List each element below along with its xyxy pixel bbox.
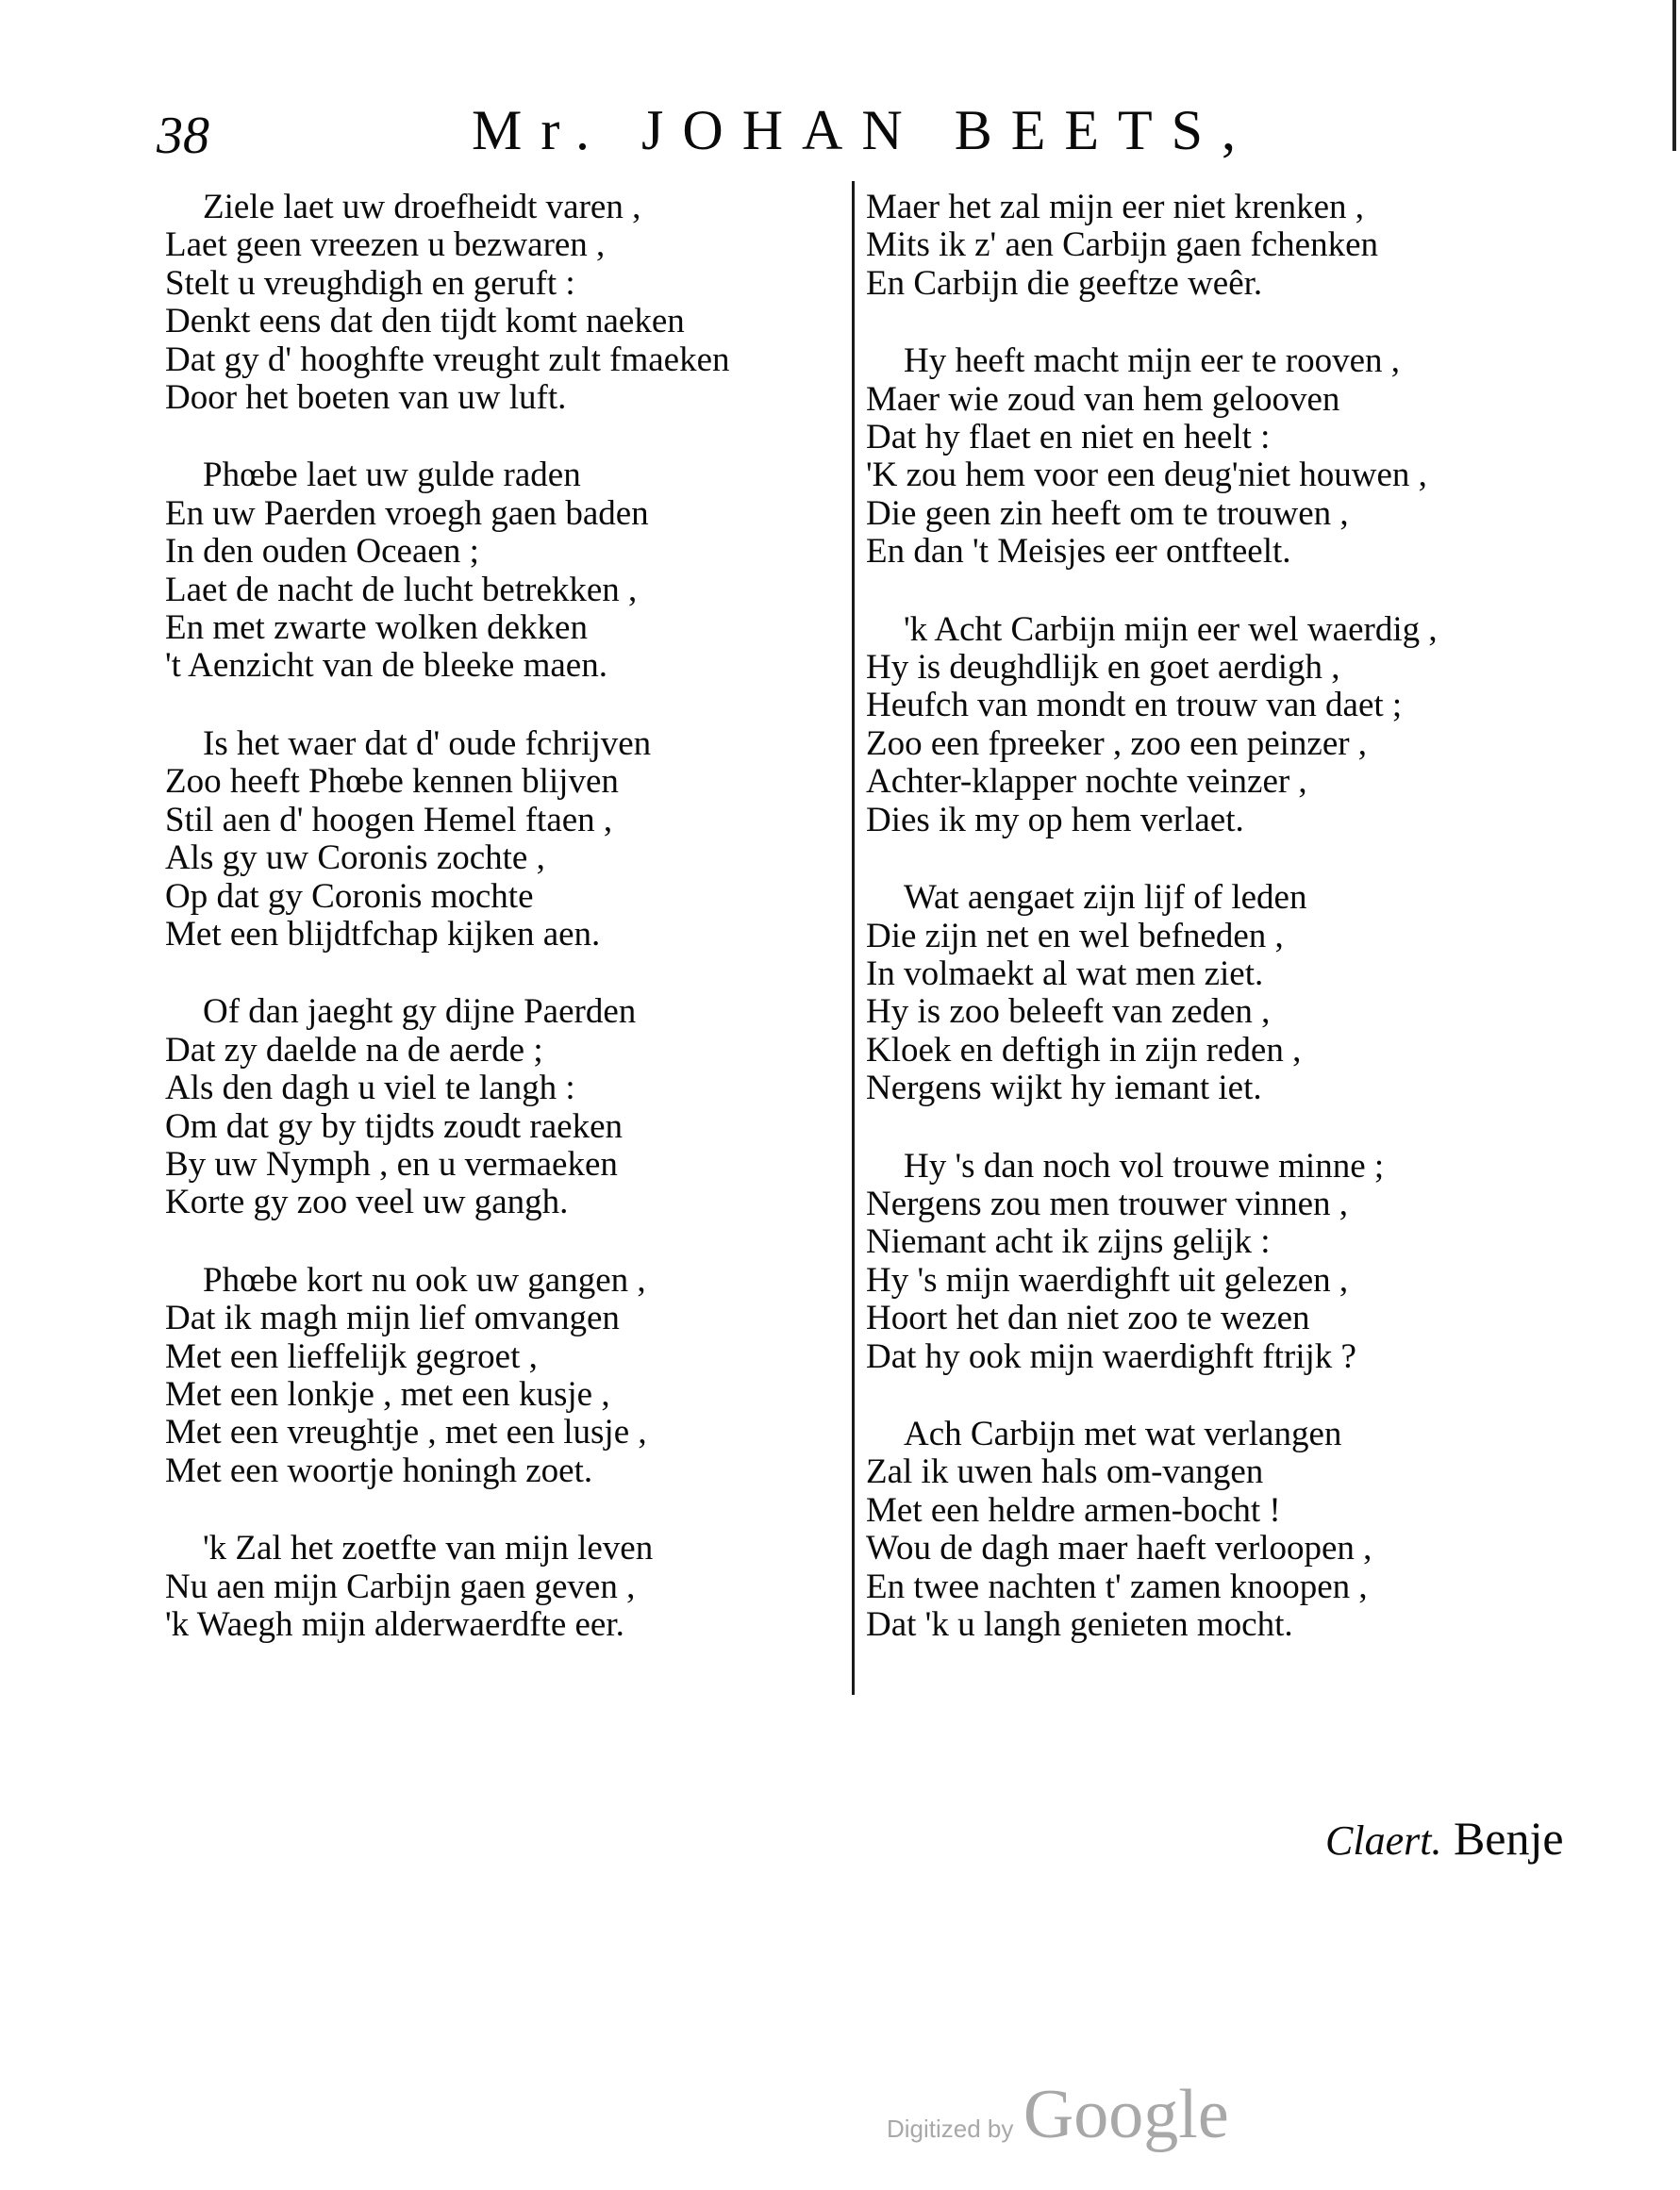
verse-line: Dat gy d' hooghfte vreught zult fmaeken [165,340,730,379]
verse-line: Hy 's mijn waerdighft uit gelezen , [866,1260,1349,1300]
verse-line: Met een lieffelijk gegroet , [165,1336,538,1376]
verse-line: Hy is zoo beleeft van zeden , [866,992,1271,1032]
stanza [165,1262,844,1490]
verse-line: Achter-klapper nochte veinzer , [866,762,1307,802]
verse-line: Korte gy zoo veel uw gangh. [165,1183,569,1222]
catchword [1325,1811,1564,1866]
verse-line: By uw Nymph , en u vermaeken [165,1144,618,1184]
stanza [165,189,844,417]
verse-line: En twee nachten t' zamen knoopen , [866,1567,1368,1606]
verse-line: Met een heldre armen-bocht ! [866,1490,1281,1530]
verse-line: Met een lonkje , met een kusje , [165,1374,610,1414]
verse-line: Wat aengaet zijn lijf of leden [904,878,1307,918]
watermark-brand: Google [1023,2076,1229,2153]
verse-line: 't Aenzicht van de bleeke maen. [165,646,607,686]
verse-line: Stil aen d' hoogen Hemel ftaen , [165,800,613,839]
verse-line: Zal ik uwen hals om-vangen [866,1452,1264,1492]
verse-line: Met een blijdtfchap kijken aen. [165,914,601,954]
verse-line: Dat hy flaet en niet en heelt : [866,418,1271,457]
verse-line: Dat hy ook mijn waerdighft ftrijk ? [866,1336,1356,1376]
verse-line: Als gy uw Coronis zochte , [165,838,545,878]
verse-line: 'K zou hem voor een deug'niet houwen , [866,456,1427,495]
stanza [866,1148,1583,1376]
verse-line: Die geen zin heeft om te trouwen , [866,493,1349,533]
verse-line: Op dat gy Coronis mochte [165,876,534,916]
stanza [165,725,844,954]
verse-line: Dat 'k u langh genieten mocht. [866,1605,1293,1644]
verse-line: Maer het zal mijn eer niet krenken , [866,188,1365,226]
verse-line: Phœbe laet uw gulde raden [203,456,581,495]
verse-line: Zoo een fpreeker , zoo een peinzer , [866,723,1368,763]
verse-line: 'k Waegh mijn alderwaerdfte eer. [165,1605,624,1644]
running-head: Mr. JOHAN BEETS, [472,99,1256,161]
stanza [866,342,1583,571]
verse-line: 'k Acht Carbijn mijn eer wel waerdig , [904,609,1438,649]
stanza [866,611,1583,839]
verse-line: Dat zy daelde na de aerde ; [165,1030,543,1070]
verse-line: En uw Paerden vroegh gaen baden [165,493,649,533]
verse-line: Stelt u vreughdigh en geruft : [165,263,575,303]
verse-line: Met een vreughtje , met een lusje , [165,1413,647,1452]
verse-line: En met zwarte wolken dekken [165,608,588,648]
watermark-prefix: Digitized by [887,2115,1014,2143]
verse-line: Mits ik z' aen Carbijn gaen fchenken [866,225,1378,265]
verse-line: Hy is deughdlijk en goet aerdigh , [866,648,1340,688]
verse-line: Hoort het dan niet zoo te wezen [866,1299,1310,1338]
verse-line: Laet de nacht de lucht betrekken , [165,570,638,609]
verse-line: Of dan jaeght gy dijne Paerden [203,992,637,1032]
verse-line: Wou de dagh maer haeft verloopen , [866,1529,1372,1568]
verse-line: Maer wie zoud van hem gelooven [866,379,1340,419]
right-column [866,189,1583,1684]
verse-line: Dat ik magh mijn lief omvangen [165,1299,620,1338]
verse-line: Niemant acht ik zijns gelijk : [866,1222,1271,1262]
verse-line: Als den dagh u viel te langh : [165,1069,575,1108]
verse-line: Is het waer dat d' oude fchrijven [203,723,652,763]
verse-line: Ziele laet uw droefheidt varen , [203,188,641,226]
verse-line: Phœbe kort nu ook uw gangen , [203,1260,646,1300]
verse-line: Door het boeten van uw luft. [165,378,567,418]
verse-line: Met een woortje honingh zoet. [165,1451,593,1490]
verse-line: Denkt eens dat den tijdt komt naeken [165,302,685,341]
verse-line: Nergens zou men trouwer vinnen , [866,1184,1349,1223]
verse-line: 'k Zal het zoetfte van mijn leven [203,1529,654,1568]
verse-line: In den ouden Oceaen ; [165,532,479,572]
catchword-word: Benje [1453,1812,1564,1865]
verse-line: Hy 's dan noch vol trouwe minne ; [904,1146,1385,1186]
verse-line: Nergens wijkt hy iemant iet. [866,1069,1262,1108]
verse-line: Nu aen mijn Carbijn gaen geven , [165,1567,636,1606]
verse-line: Heufch van mondt en trouw van daet ; [866,686,1403,725]
verse-line: En Carbijn die geeftze weêr. [866,263,1263,303]
stanza [866,1416,1583,1644]
page-number: 38 [157,107,209,165]
catchword-speaker: Claert. [1325,1817,1442,1864]
digitization-watermark [887,2075,1229,2155]
verse-line: Hy heeft macht mijn eer te rooven , [904,341,1401,381]
verse-line: Om dat gy by tijdts zoudt raeken [165,1106,624,1146]
verse-line: En dan 't Meisjes eer ontfteelt. [866,532,1291,572]
verse-line: Ach Carbijn met wat verlangen [904,1414,1342,1453]
verse-line: In volmaekt al wat men ziet. [866,954,1264,993]
stanza [866,879,1583,1107]
stanza [165,456,844,685]
verse-line: Dies ik my op hem verlaet. [866,800,1244,839]
page-edge-shadow [1672,0,1676,151]
verse-line: Zoo heeft Phœbe kennen blijven [165,762,619,802]
left-column [165,189,844,1684]
column-divider [852,181,855,1695]
verse-line: Laet geen vreezen u bezwaren , [165,225,606,265]
stanza [165,993,844,1221]
stanza [866,189,1583,303]
stanza [165,1530,844,1644]
verse-line: Kloek en deftigh in zijn reden , [866,1030,1302,1070]
verse-line: Die zijn net en wel befneden , [866,916,1284,955]
